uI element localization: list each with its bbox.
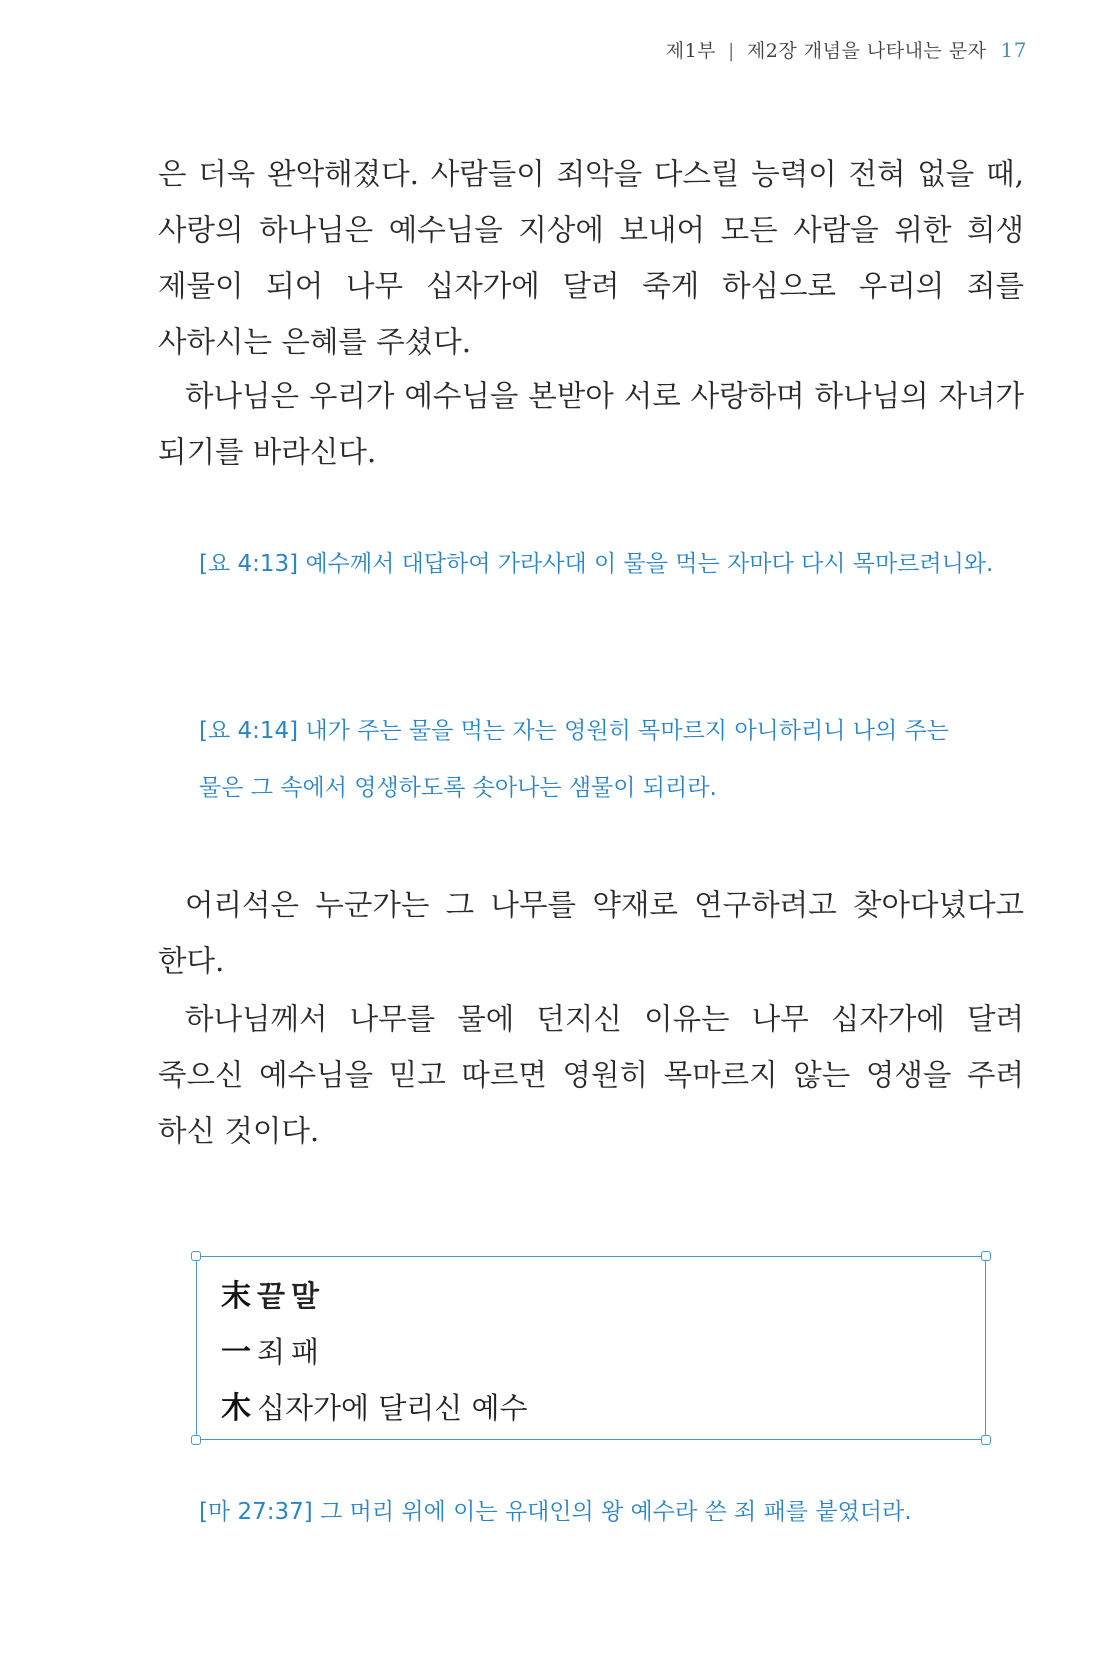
box-corner-ornament [191, 1251, 201, 1261]
box-corner-ornament [191, 1435, 201, 1445]
box-component-line [221, 1327, 325, 1371]
scripture-quote [199, 1484, 999, 1541]
scripture-text: 예수께서 대답하여 가라사대 이 물을 먹는 자마다 다시 목마르려니와. [305, 551, 994, 577]
hanja-glyph: 末 [221, 1279, 251, 1314]
box-corner-ornament [981, 1435, 991, 1445]
body-paragraph: 하나님은 우리가 예수님을 본받아 서로 사랑하며 하나님의 자녀가 되기를 바라신다. [158, 379, 1024, 469]
body-paragraph: 어리석은 누군가는 그 나무를 약재로 연구하려고 찾아다녔다고 한다. [158, 888, 1024, 978]
scripture-quote [199, 703, 999, 817]
scripture-reference: [마 27:37] [199, 1499, 313, 1525]
body-paragraph: 은 더욱 완악해졌다. 사람들이 죄악을 다스릴 능력이 전혀 없을 때, 사랑의 하나님은 예수님을 지상에 보내어 모든 사람을 위한 희생 제물이 되어 나무 십자가에 달려 죽게 하심으로 우리의 죄를 사하시는 은혜를 주셨다. [158, 157, 1024, 359]
box-title: 끝말 [257, 1279, 326, 1313]
box-corner-ornament [981, 1251, 991, 1261]
scripture-reference: [요 4:13] [199, 551, 299, 577]
scripture-quote [199, 536, 999, 593]
scripture-text: 내가 주는 물을 먹는 자는 영원히 목마르지 아니하리니 나의 주는 물은 그 속에서 영생하도록 솟아나는 샘물이 되리라. [199, 718, 949, 801]
header-chapter: 제2장 개념을 나타내는 문자 [746, 40, 987, 62]
scripture-text: 그 머리 위에 이는 유대인의 왕 예수라 쓴 죄 패를 붙였더라. [320, 1499, 912, 1525]
body-paragraph: 하나님께서 나무를 물에 던지신 이유는 나무 십자가에 달려 죽으신 예수님을 믿고 따르면 영원히 목마르지 않는 영생을 주려 하신 것이다. [158, 1002, 1024, 1148]
hanja-glyph: 一 [221, 1335, 251, 1370]
hanja-glyph: 木 [221, 1391, 251, 1426]
box-title-line [221, 1271, 325, 1315]
box-component-line [221, 1383, 528, 1427]
header-part: 제1부 [665, 40, 717, 62]
scripture-reference: [요 4:14] [199, 718, 299, 744]
header-separator: | [728, 40, 735, 62]
page-number: 17 [1000, 38, 1027, 62]
component-meaning: 십자가에 달리신 예수 [257, 1391, 528, 1425]
running-header [666, 36, 1027, 63]
ending-character-box [196, 1256, 986, 1440]
component-meaning: 죄패 [257, 1335, 326, 1369]
